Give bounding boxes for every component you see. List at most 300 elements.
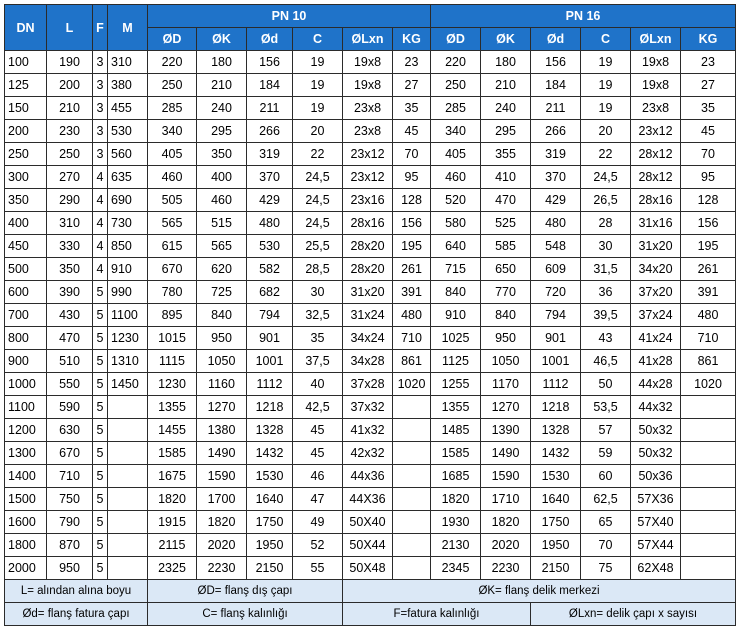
cell-pn10-ok: 2020 [197,534,247,557]
cell-pn10-c: 37,5 [293,350,343,373]
cell-pn10-lxn: 50X44 [343,534,393,557]
table-row [5,258,736,281]
cell-l: 950 [47,557,93,580]
cell-pn10-id: 1432 [247,442,293,465]
cell-pn16-ok: 240 [481,97,531,120]
cell-l: 550 [47,373,93,396]
cell-f: 5 [93,442,108,465]
cell-pn10-id: 319 [247,143,293,166]
cell-pn10-kg [393,465,431,488]
cell-l: 590 [47,396,93,419]
cell-m: 910 [108,258,148,281]
cell-pn10-id: 1218 [247,396,293,419]
cell-pn10-c: 55 [293,557,343,580]
cell-pn10-ok: 1700 [197,488,247,511]
cell-pn16-lxn: 62X48 [631,557,681,580]
cell-pn10-c: 24,5 [293,189,343,212]
cell-pn10-lxn: 44x36 [343,465,393,488]
header-m: M [108,5,148,51]
cell-pn10-kg: 261 [393,258,431,281]
cell-pn16-id: 720 [531,281,581,304]
cell-pn10-kg: 27 [393,74,431,97]
header-pn10-id: Ød [247,28,293,51]
cell-pn16-ok: 770 [481,281,531,304]
cell-pn10-kg: 45 [393,120,431,143]
cell-pn16-ok: 1390 [481,419,531,442]
cell-l: 310 [47,212,93,235]
cell-pn16-lxn: 57X44 [631,534,681,557]
cell-pn16-ok: 525 [481,212,531,235]
legend-id: Ød= flanş fatura çapı [5,603,148,626]
cell-pn10-id: 1530 [247,465,293,488]
cell-m [108,488,148,511]
cell-dn: 100 [5,51,47,74]
cell-pn16-lxn: 19x8 [631,74,681,97]
cell-pn16-od: 250 [431,74,481,97]
cell-dn: 900 [5,350,47,373]
cell-pn10-ok: 1160 [197,373,247,396]
cell-pn16-c: 75 [581,557,631,580]
cell-m: 990 [108,281,148,304]
cell-pn16-id: 2150 [531,557,581,580]
cell-pn10-c: 24,5 [293,166,343,189]
header-pn16-kg: KG [681,28,736,51]
header-pn10: PN 10 [148,5,431,28]
cell-pn16-id: 429 [531,189,581,212]
cell-f: 5 [93,373,108,396]
cell-pn16-ok: 2020 [481,534,531,557]
cell-pn16-id: 211 [531,97,581,120]
cell-pn10-id: 1001 [247,350,293,373]
cell-pn10-id: 480 [247,212,293,235]
cell-pn10-ok: 1380 [197,419,247,442]
cell-pn10-c: 30 [293,281,343,304]
table-header [5,5,736,51]
header-pn16-lxn: ØLxn [631,28,681,51]
header-pn16-c: C [581,28,631,51]
table-row [5,51,736,74]
cell-pn10-lxn: 28x20 [343,235,393,258]
cell-dn: 2000 [5,557,47,580]
cell-l: 710 [47,465,93,488]
cell-pn16-lxn: 28x16 [631,189,681,212]
cell-pn16-ok: 950 [481,327,531,350]
cell-l: 470 [47,327,93,350]
cell-f: 4 [93,212,108,235]
legend-row-1 [5,580,736,603]
cell-pn10-id: 901 [247,327,293,350]
cell-pn10-lxn: 42x32 [343,442,393,465]
cell-pn16-id: 1950 [531,534,581,557]
cell-pn10-kg [393,557,431,580]
cell-pn10-od: 565 [148,212,197,235]
cell-pn16-lxn: 34x20 [631,258,681,281]
cell-pn16-kg: 710 [681,327,736,350]
cell-m: 1310 [108,350,148,373]
cell-m: 690 [108,189,148,212]
cell-f: 5 [93,396,108,419]
cell-pn16-id: 548 [531,235,581,258]
cell-f: 5 [93,304,108,327]
cell-pn10-od: 670 [148,258,197,281]
cell-pn16-c: 20 [581,120,631,143]
cell-pn16-od: 1685 [431,465,481,488]
header-pn16-ok: ØK [481,28,531,51]
cell-pn16-c: 19 [581,51,631,74]
cell-pn16-kg: 861 [681,350,736,373]
table-row [5,166,736,189]
cell-pn16-ok: 1270 [481,396,531,419]
cell-pn16-lxn: 23x12 [631,120,681,143]
cell-pn10-lxn: 34x28 [343,350,393,373]
cell-pn10-c: 45 [293,419,343,442]
cell-pn16-od: 1025 [431,327,481,350]
cell-pn16-lxn: 31x16 [631,212,681,235]
cell-dn: 1400 [5,465,47,488]
cell-pn10-od: 220 [148,51,197,74]
cell-pn10-id: 794 [247,304,293,327]
cell-m [108,511,148,534]
cell-pn10-id: 582 [247,258,293,281]
legend-l: L= alından alına boyu [5,580,148,603]
cell-f: 3 [93,143,108,166]
cell-pn10-kg: 480 [393,304,431,327]
cell-pn16-kg: 1020 [681,373,736,396]
cell-pn16-lxn: 37x24 [631,304,681,327]
cell-pn10-c: 46 [293,465,343,488]
cell-pn16-od: 1125 [431,350,481,373]
table-row [5,373,736,396]
cell-pn10-ok: 725 [197,281,247,304]
table-row [5,212,736,235]
cell-pn16-kg: 156 [681,212,736,235]
cell-pn10-c: 25,5 [293,235,343,258]
cell-pn10-ok: 2230 [197,557,247,580]
cell-pn10-lxn: 50X40 [343,511,393,534]
cell-pn16-ok: 410 [481,166,531,189]
cell-pn16-od: 1355 [431,396,481,419]
header-pn16-id: Ød [531,28,581,51]
table-row [5,120,736,143]
cell-pn10-id: 429 [247,189,293,212]
cell-pn10-c: 49 [293,511,343,534]
header-pn10-kg: KG [393,28,431,51]
cell-pn16-c: 65 [581,511,631,534]
cell-l: 270 [47,166,93,189]
cell-pn10-kg: 156 [393,212,431,235]
cell-l: 510 [47,350,93,373]
legend-f: F=fatura kalınlığı [343,603,531,626]
cell-pn16-ok: 840 [481,304,531,327]
cell-pn16-od: 340 [431,120,481,143]
cell-pn10-c: 24,5 [293,212,343,235]
legend-lxn: ØLxn= delik çapı x sayısı [531,603,736,626]
cell-dn: 700 [5,304,47,327]
cell-pn10-ok: 1590 [197,465,247,488]
cell-pn10-od: 285 [148,97,197,120]
cell-pn16-id: 184 [531,74,581,97]
table-row [5,281,736,304]
cell-pn16-c: 19 [581,74,631,97]
cell-pn16-lxn: 44x28 [631,373,681,396]
table-row [5,534,736,557]
cell-f: 3 [93,51,108,74]
cell-pn16-kg: 128 [681,189,736,212]
cell-pn10-id: 370 [247,166,293,189]
cell-pn16-lxn: 31x20 [631,235,681,258]
cell-dn: 300 [5,166,47,189]
cell-pn16-c: 50 [581,373,631,396]
table-row [5,143,736,166]
table-row [5,235,736,258]
cell-l: 870 [47,534,93,557]
cell-pn10-id: 266 [247,120,293,143]
cell-pn16-c: 19 [581,97,631,120]
cell-pn16-ok: 1490 [481,442,531,465]
table-row [5,189,736,212]
cell-pn10-od: 1355 [148,396,197,419]
cell-pn16-c: 57 [581,419,631,442]
legend-od: ØD= flanş dış çapı [148,580,343,603]
cell-pn16-kg: 261 [681,258,736,281]
cell-m [108,396,148,419]
cell-pn16-c: 30 [581,235,631,258]
cell-m: 380 [108,74,148,97]
header-l: L [47,5,93,51]
cell-pn10-od: 2115 [148,534,197,557]
cell-pn10-ok: 1270 [197,396,247,419]
cell-m: 560 [108,143,148,166]
cell-pn10-kg: 128 [393,189,431,212]
cell-dn: 400 [5,212,47,235]
cell-pn10-lxn: 28x16 [343,212,393,235]
cell-pn10-c: 20 [293,120,343,143]
cell-pn16-c: 24,5 [581,166,631,189]
cell-pn16-kg: 195 [681,235,736,258]
header-pn10-ok: ØK [197,28,247,51]
cell-pn16-c: 22 [581,143,631,166]
cell-pn16-od: 285 [431,97,481,120]
cell-m: 635 [108,166,148,189]
cell-pn16-lxn: 23x8 [631,97,681,120]
cell-pn16-kg: 45 [681,120,736,143]
cell-pn16-kg: 480 [681,304,736,327]
cell-l: 290 [47,189,93,212]
cell-l: 230 [47,120,93,143]
cell-pn16-lxn: 41x28 [631,350,681,373]
cell-pn16-id: 1432 [531,442,581,465]
cell-l: 670 [47,442,93,465]
cell-pn16-ok: 585 [481,235,531,258]
cell-pn16-id: 1112 [531,373,581,396]
header-dn: DN [5,5,47,51]
cell-pn10-ok: 1490 [197,442,247,465]
header-pn10-c: C [293,28,343,51]
cell-f: 3 [93,74,108,97]
cell-pn10-kg [393,442,431,465]
cell-pn16-kg [681,419,736,442]
header-pn10-od: ØD [148,28,197,51]
cell-pn16-od: 2130 [431,534,481,557]
cell-l: 430 [47,304,93,327]
cell-pn16-id: 901 [531,327,581,350]
cell-m: 850 [108,235,148,258]
cell-pn10-lxn: 23x8 [343,120,393,143]
cell-f: 5 [93,488,108,511]
cell-m [108,465,148,488]
cell-pn10-id: 530 [247,235,293,258]
cell-pn10-id: 184 [247,74,293,97]
cell-pn10-od: 780 [148,281,197,304]
table-row [5,488,736,511]
cell-m: 730 [108,212,148,235]
cell-l: 750 [47,488,93,511]
cell-pn16-id: 1750 [531,511,581,534]
cell-l: 790 [47,511,93,534]
cell-pn16-od: 1585 [431,442,481,465]
cell-pn10-lxn: 23x12 [343,166,393,189]
table-row [5,350,736,373]
cell-pn16-kg: 23 [681,51,736,74]
cell-l: 350 [47,258,93,281]
cell-pn10-lxn: 37x28 [343,373,393,396]
cell-f: 5 [93,327,108,350]
cell-pn16-kg: 391 [681,281,736,304]
cell-pn16-kg: 35 [681,97,736,120]
cell-pn10-kg [393,419,431,442]
cell-m: 1230 [108,327,148,350]
cell-pn16-lxn: 41x24 [631,327,681,350]
cell-pn16-id: 480 [531,212,581,235]
cell-pn10-id: 2150 [247,557,293,580]
cell-f: 5 [93,557,108,580]
cell-pn10-c: 32,5 [293,304,343,327]
cell-pn16-ok: 2230 [481,557,531,580]
cell-pn10-ok: 350 [197,143,247,166]
cell-pn16-id: 266 [531,120,581,143]
cell-pn10-ok: 460 [197,189,247,212]
cell-pn10-lxn: 31x24 [343,304,393,327]
cell-l: 630 [47,419,93,442]
cell-dn: 600 [5,281,47,304]
cell-pn16-lxn: 50x32 [631,442,681,465]
cell-f: 5 [93,281,108,304]
cell-pn16-c: 60 [581,465,631,488]
cell-pn10-id: 1750 [247,511,293,534]
cell-pn16-id: 1640 [531,488,581,511]
cell-pn10-c: 45 [293,442,343,465]
cell-pn10-c: 19 [293,97,343,120]
cell-m [108,534,148,557]
cell-pn10-ok: 620 [197,258,247,281]
cell-l: 190 [47,51,93,74]
cell-pn10-od: 505 [148,189,197,212]
cell-pn10-c: 40 [293,373,343,396]
cell-pn16-lxn: 50x36 [631,465,681,488]
cell-pn10-od: 340 [148,120,197,143]
cell-pn10-od: 250 [148,74,197,97]
cell-dn: 200 [5,120,47,143]
cell-f: 4 [93,189,108,212]
legend-c: C= flanş kalınlığı [148,603,343,626]
cell-pn16-kg [681,465,736,488]
cell-pn16-ok: 1710 [481,488,531,511]
cell-pn16-od: 520 [431,189,481,212]
table-row [5,557,736,580]
table-body [5,51,736,580]
cell-pn10-c: 28,5 [293,258,343,281]
cell-pn16-od: 460 [431,166,481,189]
cell-pn16-ok: 210 [481,74,531,97]
cell-pn16-lxn: 44x32 [631,396,681,419]
cell-pn16-c: 36 [581,281,631,304]
cell-pn10-od: 1675 [148,465,197,488]
cell-pn10-ok: 180 [197,51,247,74]
cell-dn: 1800 [5,534,47,557]
cell-pn10-od: 895 [148,304,197,327]
cell-pn10-lxn: 37x32 [343,396,393,419]
cell-l: 390 [47,281,93,304]
cell-pn10-lxn: 23x12 [343,143,393,166]
cell-m: 310 [108,51,148,74]
table-row [5,74,736,97]
cell-pn16-lxn: 57X40 [631,511,681,534]
legend-row-2 [5,603,736,626]
cell-pn16-kg: 95 [681,166,736,189]
cell-pn16-id: 1530 [531,465,581,488]
header-row-1 [5,5,736,28]
cell-pn10-id: 1112 [247,373,293,396]
cell-pn10-ok: 295 [197,120,247,143]
cell-pn16-kg [681,534,736,557]
cell-m: 1450 [108,373,148,396]
cell-pn10-ok: 515 [197,212,247,235]
header-pn16-od: ØD [431,28,481,51]
cell-f: 5 [93,350,108,373]
cell-f: 3 [93,120,108,143]
cell-f: 5 [93,534,108,557]
cell-pn10-c: 19 [293,51,343,74]
cell-pn16-kg [681,511,736,534]
cell-pn10-c: 35 [293,327,343,350]
cell-pn10-lxn: 50X48 [343,557,393,580]
cell-f: 4 [93,235,108,258]
cell-pn16-od: 1930 [431,511,481,534]
cell-pn16-lxn: 37x20 [631,281,681,304]
header-pn10-lxn: ØLxn [343,28,393,51]
cell-pn10-od: 1820 [148,488,197,511]
legend-ok: ØK= flanş delik merkezi [343,580,736,603]
cell-f: 5 [93,465,108,488]
cell-dn: 450 [5,235,47,258]
cell-pn10-ok: 1050 [197,350,247,373]
cell-pn10-kg: 710 [393,327,431,350]
cell-pn16-id: 609 [531,258,581,281]
cell-pn10-c: 52 [293,534,343,557]
cell-pn16-od: 910 [431,304,481,327]
cell-dn: 250 [5,143,47,166]
cell-pn10-id: 1328 [247,419,293,442]
cell-m: 455 [108,97,148,120]
cell-pn10-lxn: 23x8 [343,97,393,120]
cell-m [108,419,148,442]
flange-dimension-table [4,4,736,626]
cell-pn10-id: 1640 [247,488,293,511]
cell-pn16-ok: 355 [481,143,531,166]
cell-pn16-c: 53,5 [581,396,631,419]
cell-pn16-ok: 470 [481,189,531,212]
cell-pn10-kg: 23 [393,51,431,74]
